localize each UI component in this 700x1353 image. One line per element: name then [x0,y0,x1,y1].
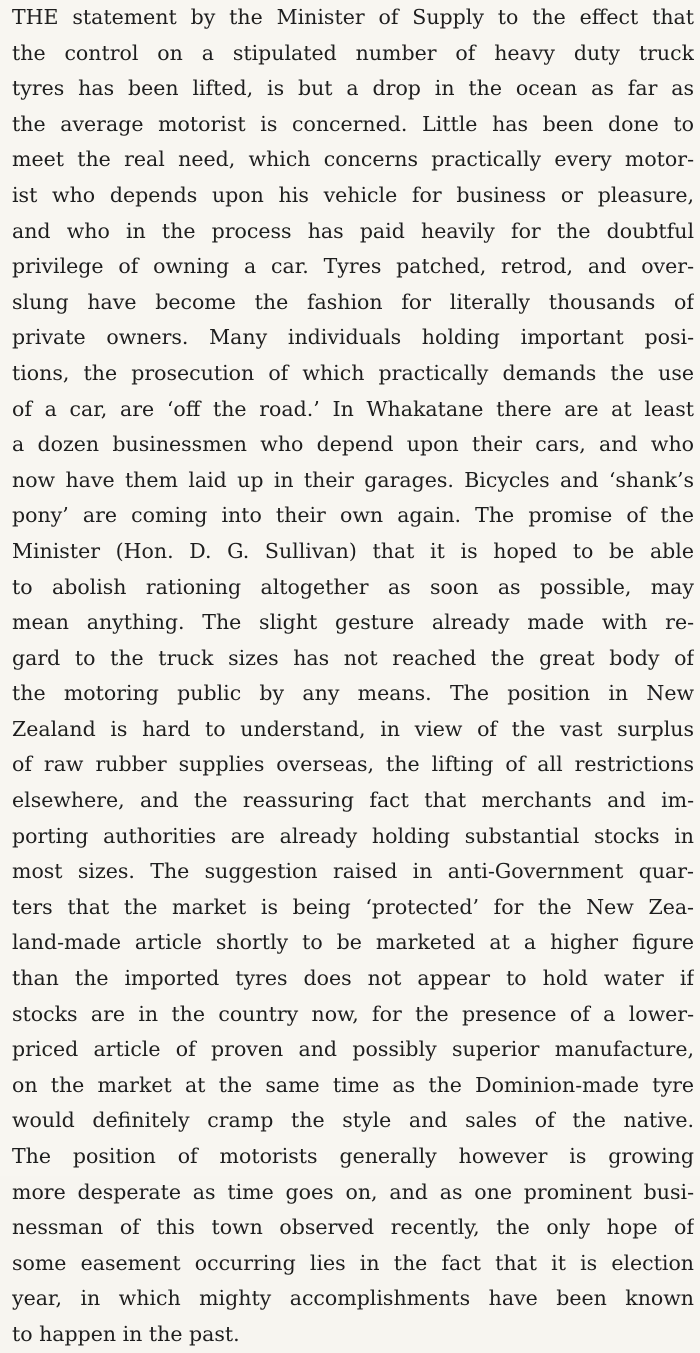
text-line: to happen in the past. [12,1321,240,1346]
text-line: private owners. Many individuals holding important posi- [12,325,694,350]
text-line: The position of motorists generally however is growing [12,1144,694,1168]
text-line: meet the real need, which concerns practically every motor- [12,147,694,172]
text-line: Minister (Hon. D. G. Sullivan) that it is hoped to be able [12,538,694,563]
text-line: on the market at the same time as the Dominion-made tyre [12,1072,694,1097]
text-line: now have them laid up in their garages. Bicycles and ‘shank’s [12,467,694,492]
text-line: Zealand is hard to understand, in view of the vast surplus [12,716,694,741]
text-line: pony’ are coming into their own again. The promise of the [12,503,694,528]
text-line: of a car, are ‘off the road.’ In Whakatane there are at least [12,396,694,421]
text-line: porting authorities are already holding substantial stocks in [12,823,694,848]
text-line: of raw rubber supplies overseas, the lifting of all restrictions [12,752,694,777]
text-line: slung have become the fashion for literally thousands of [12,289,694,314]
text-line: and who in the process has paid heavily for the doubtful [12,218,694,243]
text-line: ist who depends upon his vehicle for business or pleasure, [12,182,694,207]
text-line: the motoring public by any means. The position in New [12,681,694,706]
text-line: more desperate as time goes on, and as one prominent busi- [12,1179,694,1204]
text-line: most sizes. The suggestion raised in anti-Government quar- [12,859,694,884]
text-line: the average motorist is concerned. Little has been done to [12,111,694,136]
text-line: gard to the truck sizes has not reached the great body of [12,645,694,670]
text-line: the control on a stipulated number of heavy duty truck [12,40,694,65]
text-line: priced article of proven and possibly superior manufacture, [12,1037,694,1062]
text-line: tions, the prosecution of which practically demands the use [12,360,694,385]
text-line: ters that the market is being ‘protected’ for the New Zea- [12,894,694,919]
text-line: would definitely cramp the style and sales of the native. [12,1108,694,1133]
article-body [12,0,694,1353]
text-line: to abolish rationing altogether as soon as possible, may [12,574,694,599]
text-line: year, in which mighty accomplishments have been known [12,1286,694,1311]
text-line: THE statement by the Minister of Supply to the effect that [12,5,694,29]
text-line: some easement occurring lies in the fact that it is election [12,1250,694,1275]
text-line: mean anything. The slight gesture already made with re- [12,610,694,635]
text-line: tyres has been lifted, is but a drop in the ocean as far as [12,76,694,101]
text-line: nessman of this town observed recently, the only hope of [12,1215,694,1240]
text-line: stocks are in the country now, for the presence of a lower- [12,1001,694,1026]
text-line: privilege of owning a car. Tyres patched, retrod, and over- [12,254,694,279]
text-line: than the imported tyres does not appear to hold water if [12,966,694,991]
text-line: elsewhere, and the reassuring fact that merchants and im- [12,788,694,813]
text-line: land-made article shortly to be marketed at a higher figure [12,930,694,955]
text-line: a dozen businessmen who depend upon their cars, and who [12,432,694,457]
